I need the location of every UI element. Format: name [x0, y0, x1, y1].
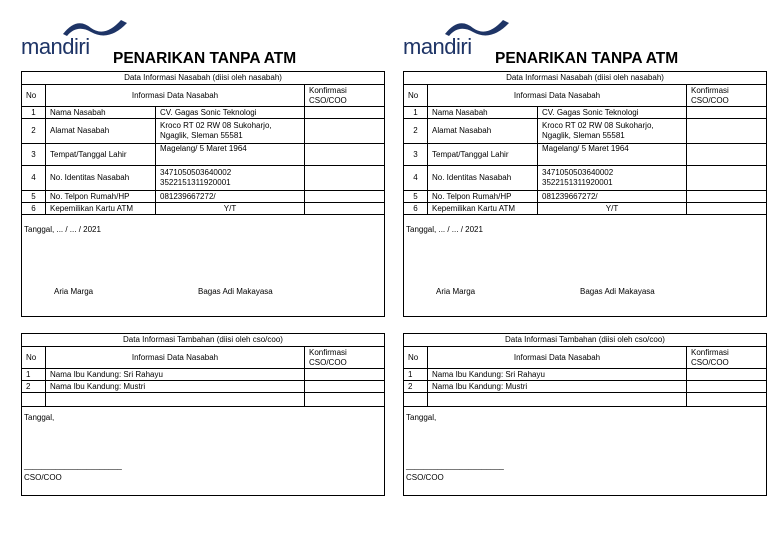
col-konfirmasi: Konfirmasi CSO/COO — [305, 85, 385, 107]
table-row — [22, 144, 385, 166]
row-label: Nama Ibu Kandung: Mustri — [428, 381, 687, 393]
row-value: 081239667272/ — [538, 191, 687, 203]
signature-area — [22, 407, 385, 496]
row-no: 4 — [22, 166, 46, 191]
row-konfirmasi — [687, 393, 767, 407]
row-no: 2 — [22, 381, 46, 393]
col-no: No — [404, 85, 428, 107]
row-konfirmasi — [305, 107, 385, 119]
table-row — [404, 166, 767, 191]
row-no: 1 — [22, 369, 46, 381]
row-no: 5 — [22, 191, 46, 203]
row-value: Y/T — [156, 203, 305, 215]
row-konfirmasi — [305, 369, 385, 381]
table-row — [404, 381, 767, 393]
row-no — [22, 393, 46, 407]
table-row — [22, 191, 385, 203]
row-konfirmasi — [305, 191, 385, 203]
page-title: PENARIKAN TANPA ATM — [495, 50, 679, 67]
row-konfirmasi — [305, 119, 385, 144]
row-konfirmasi — [305, 203, 385, 215]
row-konfirmasi — [687, 191, 767, 203]
table-row — [22, 393, 385, 407]
tanggal-text: Tanggal, ... / ... / 2021 — [406, 225, 483, 234]
mandiri-logo — [403, 14, 523, 59]
row-konfirmasi — [687, 107, 767, 119]
row-konfirmasi — [305, 393, 385, 407]
row-label: Nama Nasabah — [46, 107, 156, 119]
table-row — [22, 203, 385, 215]
row-no: 1 — [404, 107, 428, 119]
row-label: Tempat/Tanggal Lahir — [46, 144, 156, 166]
tanggal-text: Tanggal, — [24, 413, 55, 422]
row-label: Tempat/Tanggal Lahir — [428, 144, 538, 166]
col-no: No — [22, 347, 46, 369]
additional-data-table — [403, 333, 767, 496]
row-no — [404, 393, 428, 407]
row-value: Magelang/ 5 Maret 1964 — [156, 144, 305, 166]
row-no: 5 — [404, 191, 428, 203]
table-row — [22, 107, 385, 119]
col-no: No — [22, 85, 46, 107]
row-label: No. Telpon Rumah/HP — [428, 191, 538, 203]
row-label — [428, 393, 687, 407]
logo-text: mandiri — [21, 34, 90, 59]
form-right — [403, 0, 767, 543]
row-konfirmasi — [687, 166, 767, 191]
row-label: No. Telpon Rumah/HP — [46, 191, 156, 203]
tanggal-text: Tanggal, ... / ... / 2021 — [24, 225, 101, 234]
row-label: Alamat Nasabah — [46, 119, 156, 144]
row-no: 1 — [404, 369, 428, 381]
row-value: 3471050503640002 3522151311920001 — [538, 166, 687, 191]
row-value: 3471050503640002 3522151311920001 — [156, 166, 305, 191]
row-label: Nama Ibu Kandung: Sri Rahayu — [46, 369, 305, 381]
mandiri-logo — [21, 14, 141, 59]
section-header: Data Informasi Nasabah (diisi oleh nasabah) — [404, 72, 767, 85]
table-row — [404, 119, 767, 144]
table-row — [404, 107, 767, 119]
table-row — [22, 166, 385, 191]
row-value: 081239667272/ — [156, 191, 305, 203]
signer-name: Bagas Adi Makayasa — [198, 287, 273, 296]
table-row — [404, 393, 767, 407]
row-label: Kepemilikan Kartu ATM — [428, 203, 538, 215]
row-konfirmasi — [687, 144, 767, 166]
row-konfirmasi — [305, 144, 385, 166]
row-label: No. Identitas Nasabah — [46, 166, 156, 191]
row-no: 1 — [22, 107, 46, 119]
signer-name: Aria Marga — [54, 287, 94, 296]
row-label: Nama Nasabah — [428, 107, 538, 119]
row-no: 2 — [404, 119, 428, 144]
col-konfirmasi: Konfirmasi CSO/COO — [305, 347, 385, 369]
row-konfirmasi — [687, 203, 767, 215]
section-header: Data Informasi Tambahan (diisi oleh cso/coo) — [22, 334, 385, 347]
row-label: No. Identitas Nasabah — [428, 166, 538, 191]
table-row — [404, 144, 767, 166]
footer-label: CSO/COO — [406, 473, 444, 482]
col-info: Informasi Data Nasabah — [428, 347, 687, 369]
logo-text: mandiri — [403, 34, 472, 59]
col-konfirmasi: Konfirmasi CSO/COO — [687, 85, 767, 107]
col-info: Informasi Data Nasabah — [46, 85, 305, 107]
table-row — [22, 381, 385, 393]
row-no: 6 — [404, 203, 428, 215]
additional-data-table — [21, 333, 385, 496]
row-konfirmasi — [687, 119, 767, 144]
signer-name: Aria Marga — [436, 287, 476, 296]
tanggal-text: Tanggal, — [406, 413, 437, 422]
row-value: Kroco RT 02 RW 08 Sukoharjo, Ngaglik, Sleman 55581 — [156, 119, 305, 144]
row-no: 2 — [404, 381, 428, 393]
row-value: Y/T — [538, 203, 687, 215]
signature-area — [22, 215, 385, 317]
mandiri-wave-icon — [443, 14, 513, 36]
signature-area — [404, 407, 767, 496]
row-konfirmasi — [687, 369, 767, 381]
row-no: 3 — [404, 144, 428, 166]
col-konfirmasi: Konfirmasi CSO/COO — [687, 347, 767, 369]
col-info: Informasi Data Nasabah — [428, 85, 687, 107]
col-no: No — [404, 347, 428, 369]
signature-line: ______________________ — [24, 461, 122, 470]
section-header: Data Informasi Nasabah (diisi oleh nasabah) — [22, 72, 385, 85]
row-label: Alamat Nasabah — [428, 119, 538, 144]
row-label: Kepemilikan Kartu ATM — [46, 203, 156, 215]
row-konfirmasi — [687, 381, 767, 393]
row-no: 6 — [22, 203, 46, 215]
row-value: CV. Gagas Sonic Teknologi — [156, 107, 305, 119]
row-label — [46, 393, 305, 407]
row-label: Nama Ibu Kandung: Sri Rahayu — [428, 369, 687, 381]
section-header: Data Informasi Tambahan (diisi oleh cso/coo) — [404, 334, 767, 347]
row-value: Magelang/ 5 Maret 1964 — [538, 144, 687, 166]
col-info: Informasi Data Nasabah — [46, 347, 305, 369]
row-value: Kroco RT 02 RW 08 Sukoharjo, Ngaglik, Sleman 55581 — [538, 119, 687, 144]
customer-data-table — [403, 71, 767, 317]
table-row — [404, 369, 767, 381]
signer-name: Bagas Adi Makayasa — [580, 287, 655, 296]
table-row — [22, 369, 385, 381]
signature-line: ______________________ — [406, 461, 504, 470]
customer-data-table — [21, 71, 385, 317]
table-row — [22, 119, 385, 144]
row-label: Nama Ibu Kandung: Mustri — [46, 381, 305, 393]
form-left — [21, 0, 385, 543]
page-title: PENARIKAN TANPA ATM — [113, 50, 297, 67]
row-value: CV. Gagas Sonic Teknologi — [538, 107, 687, 119]
row-no: 4 — [404, 166, 428, 191]
footer-label: CSO/COO — [24, 473, 62, 482]
table-row — [404, 203, 767, 215]
mandiri-wave-icon — [61, 14, 131, 36]
row-no: 3 — [22, 144, 46, 166]
row-konfirmasi — [305, 381, 385, 393]
row-no: 2 — [22, 119, 46, 144]
row-konfirmasi — [305, 166, 385, 191]
table-row — [404, 191, 767, 203]
signature-area — [404, 215, 767, 317]
